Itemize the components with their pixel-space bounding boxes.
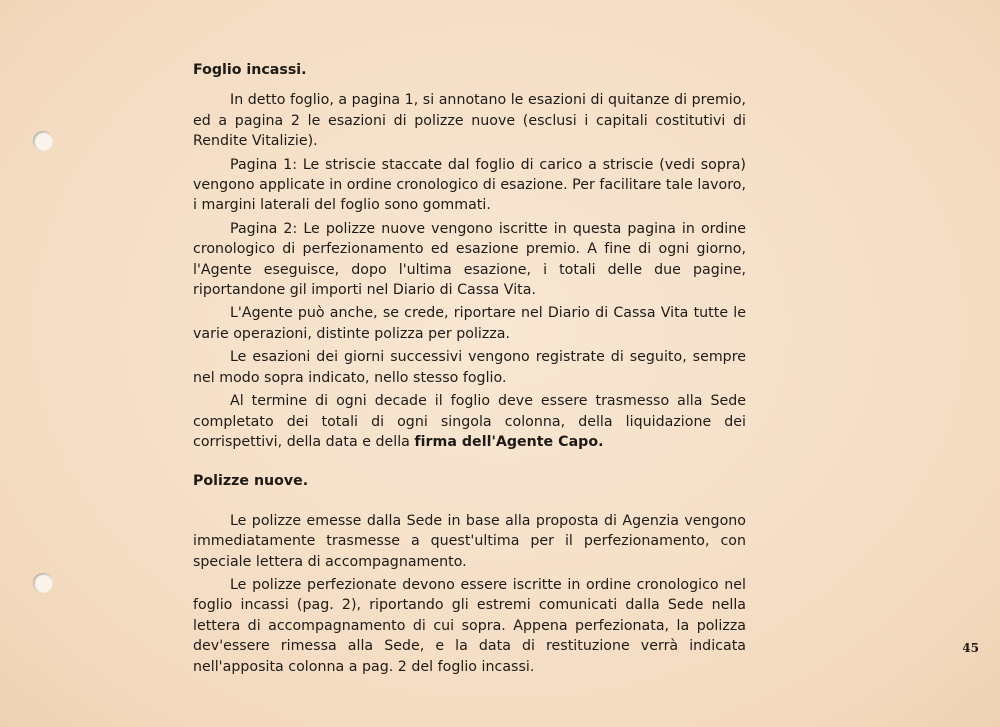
paragraph: Le esazioni dei giorni successivi vengono registrate di seguito, sempre nel modo sopra indicato, nello stesso foglio. bbox=[193, 349, 746, 386]
section-heading-polizze-nuove: Polizze nuove. bbox=[193, 473, 309, 490]
paragraph: Le polizze emesse dalla Sede in base alla proposta di Agenzia vengono immediatamente trasmesse a quest'ultima per il perfezionamento, con speciale lettera di accompagnamento. bbox=[193, 512, 746, 570]
section-heading-foglio-incassi: Foglio incassi. bbox=[193, 62, 307, 78]
paragraph: L'Agente può anche, se crede, riportare nel Diario di Cassa Vita tutte le varie operazioni, distinte polizza per polizza. bbox=[193, 305, 746, 342]
paragraph: Pagina 2: Le polizze nuove vengono iscritte in questa pagina in ordine cronologico di perfezionamento ed esazione premio. A fine di ogni giorno, l'Agente eseguisce, dopo l'ultima esazione, i totali delle due pagine, riportandone gil importi nel Diario di Cassa Vita. bbox=[193, 220, 746, 299]
page-content bbox=[193, 60, 746, 680]
paragraph bbox=[193, 391, 746, 452]
signature-requirement: firma dell'Agente Capo. bbox=[414, 433, 604, 450]
paragraph: In detto foglio, a pagina 1, si annotano le esazioni di quitanze di premio, ed a pagina 2 le esazioni di polizze nuove (esclusi i capitali costitutivi di Rendite Vitalizie). bbox=[193, 92, 746, 150]
binder-hole-bottom bbox=[33, 573, 53, 593]
paragraph: Le polizze perfezionate devono essere iscritte in ordine cronologico nel foglio incassi (pag. 2), riportando gli estremi comunicati dalla Sede nella lettera di accompagnamento di cui sopra. Appena perfezionata, la polizza dev'essere rimessa alla Sede, e la data di restituzione verrà indicata nell'apposita colonna a pag. 2 del foglio incassi. bbox=[193, 576, 746, 675]
page-number: 45 bbox=[962, 641, 979, 655]
paragraph: Pagina 1: Le striscie staccate dal foglio di carico a striscie (vedi sopra) vengono applicate in ordine cronologico di esazione. Per facilitare tale lavoro, i margini laterali del foglio sono gommati. bbox=[193, 156, 746, 214]
paragraph-text: Al termine di ogni decade il foglio deve essere trasmesso alla Sede completato dei totali di ogni singola colonna, della liquidazione dei corrispettivi, della data e della bbox=[193, 393, 746, 450]
binder-hole-top bbox=[33, 131, 53, 151]
